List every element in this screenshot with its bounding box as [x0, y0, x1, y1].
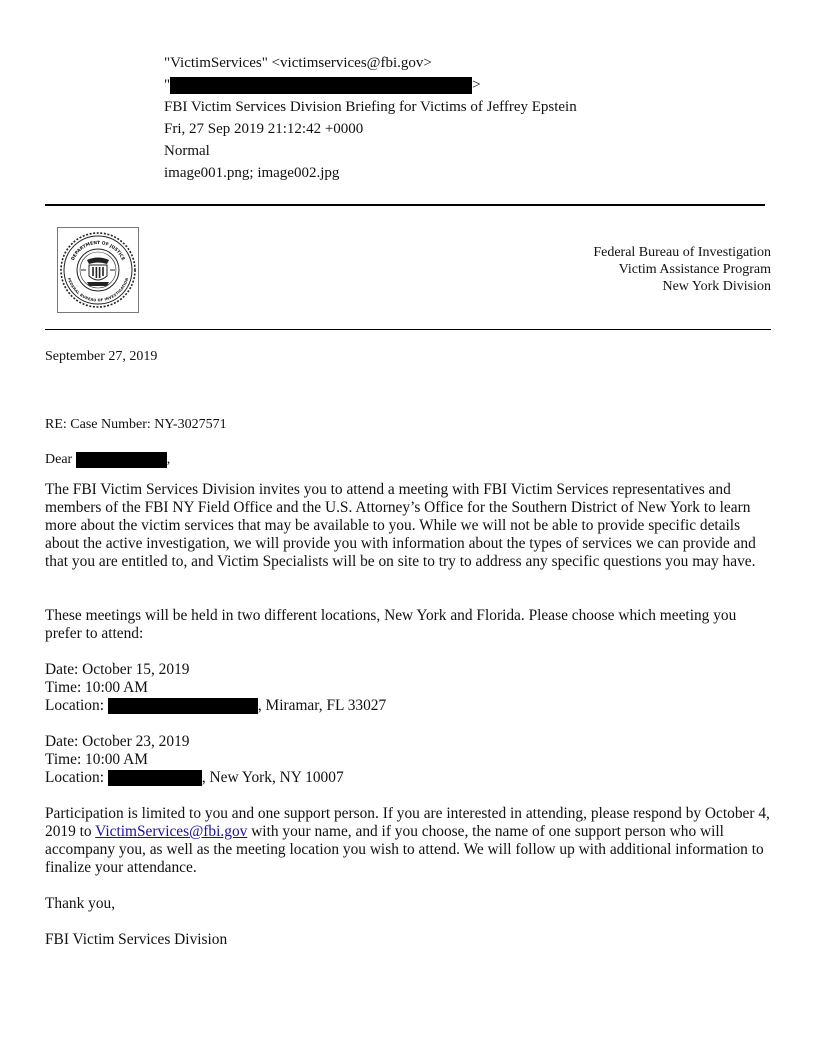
participation-text-end: with your name, and if you choose, the name of one support person who will accompany you, as well as the meeting location you wish to attend. We will follow up with additional information to finalize your attendance. — [45, 823, 764, 876]
location-label: Location: — [45, 697, 104, 714]
location-suffix: , Miramar, FL 33027 — [257, 697, 387, 714]
salutation-suffix: , — [166, 452, 171, 467]
salutation — [45, 451, 170, 468]
org-program: Victim Assistance Program — [618, 262, 771, 277]
fbi-seal — [57, 227, 139, 313]
importance-value: Normal — [164, 143, 210, 159]
subject-value: FBI Victim Services Division Briefing for Victims of Jeffrey Epstein — [164, 99, 577, 115]
locations-paragraph: These meetings will be held in two different locations, New York and Florida. Please choose which meeting you prefer to attend: — [45, 607, 737, 642]
org-division: New York Division — [662, 279, 771, 294]
location-label: Location: — [45, 769, 104, 786]
letter-date: September 27, 2019 — [45, 349, 158, 364]
header-divider — [45, 204, 765, 206]
participation-text-start: Participation is limited to you and one support person. If you are interested in attending, please respond by October 4, 2019 to — [45, 805, 770, 840]
svg-text:FEDERAL BUREAU OF INVESTIGATIO — [67, 277, 129, 302]
meeting2-time: Time: 10:00 AM — [45, 751, 148, 768]
meeting2-location — [45, 769, 344, 787]
salutation-prefix: Dear — [45, 452, 73, 467]
case-reference: RE: Case Number: NY-3027571 — [45, 417, 227, 432]
intro-paragraph: The FBI Victim Services Division invites you to attend a meeting with FBI Victim Services representatives and members of the FBI NY Field Office and the U.S. Attorney’s Office for the Southern District of New York to learn more about the victim services that may be available to you. While we will not be able to provide specific details about the active investigation, we will provide you with information about the types of services we can provide and that you are entitled to, and Victim Specialists will be on site to try to address any specific questions you may have. — [45, 481, 756, 570]
location-suffix: , New York, NY 10007 — [201, 769, 344, 786]
redaction-box — [108, 698, 258, 714]
seal-top-text: DEPARTMENT OF JUSTICE — [70, 240, 126, 262]
date-value: Fri, 27 Sep 2019 21:12:42 +0000 — [164, 121, 364, 137]
meeting1-time: Time: 10:00 AM — [45, 679, 148, 696]
letterhead-org — [593, 244, 771, 295]
seal-bottom-text: FEDERAL BUREAU OF INVESTIGATION — [66, 277, 130, 303]
meeting1-location — [45, 697, 386, 715]
meeting1-date: Date: October 15, 2019 — [45, 661, 190, 678]
signature: FBI Victim Services Division — [45, 931, 228, 948]
to-suffix: > — [472, 77, 481, 93]
to-prefix: " — [164, 77, 171, 93]
closing: Thank you, — [45, 895, 116, 912]
redaction-box — [76, 452, 167, 468]
from-value: "VictimServices" <victimservices@fbi.gov> — [164, 55, 432, 71]
participation-paragraph — [45, 805, 773, 877]
to-value — [164, 74, 481, 96]
fbi-seal-icon — [58, 228, 138, 312]
org-name: Federal Bureau of Investigation — [593, 245, 771, 260]
inline-images-value: image001.png; image002.jpg — [164, 165, 340, 181]
redaction-box — [108, 770, 202, 786]
email-link[interactable]: VictimServices@fbi.gov — [95, 823, 248, 840]
redaction-box — [170, 77, 472, 94]
meeting2-date: Date: October 23, 2019 — [45, 733, 190, 750]
letterhead-divider — [45, 329, 771, 330]
